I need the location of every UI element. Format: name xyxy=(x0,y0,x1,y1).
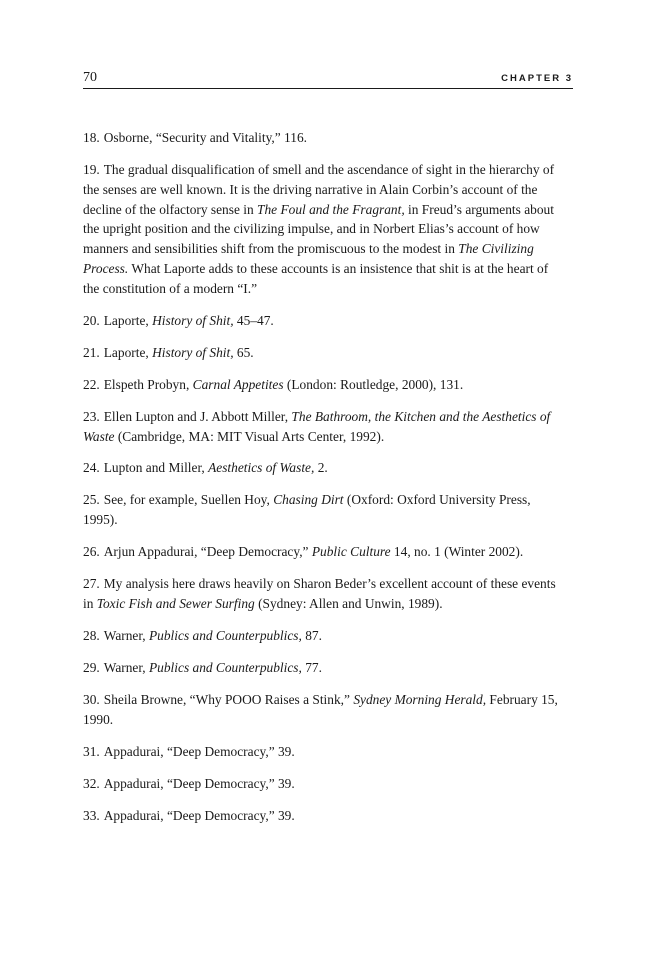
endnote-text: What Laporte adds to these accounts is an insistence that shit is at the heart of the constitution of a modern “I.” xyxy=(83,260,549,296)
endnote-text: (Cambridge, MA: MIT Visual Arts Center, 1992). xyxy=(114,428,385,444)
endnote-number: 30. xyxy=(83,691,100,707)
endnote xyxy=(83,626,563,646)
endnote-number: 21. xyxy=(83,344,100,360)
endnote xyxy=(83,490,563,530)
endnote xyxy=(83,458,563,478)
endnote xyxy=(83,806,563,826)
endnote-text: Warner, xyxy=(103,628,149,644)
endnote-number: 20. xyxy=(83,312,100,328)
endnote-title-italic: Chasing Dirt xyxy=(273,492,344,508)
endnote xyxy=(83,690,563,730)
endnote-text: Lupton and Miller, xyxy=(103,460,209,476)
endnote-text: 65. xyxy=(233,344,254,360)
running-head xyxy=(83,66,573,89)
endnote-text: (Sydney: Allen and Unwin, 1989). xyxy=(254,596,443,612)
endnotes-list xyxy=(83,128,563,838)
endnote-text: The gradual disqualification of smell and the ascendance of sight in the hierarchy of the senses are well known. It is the driving narrative in Alain Corbin’s account of the decline of the olfactory sense in xyxy=(83,161,555,217)
endnote-text: in Freud’s arguments about the upright position and the civilizing impulse, and in Norbert Elias’s account of how manners and sensibilities shift from the promiscuous to the modest in xyxy=(83,201,554,257)
endnote-number: 25. xyxy=(83,492,100,508)
endnote-text: Osborne, “Security and Vitality,” 116. xyxy=(103,130,307,145)
endnote-text: See, for example, Suellen Hoy, xyxy=(103,492,274,508)
endnote-text: (London: Routledge, 2000), 131. xyxy=(283,376,464,392)
endnote-title-italic: History of Shit, xyxy=(152,344,234,360)
endnote xyxy=(83,343,563,363)
endnote-text: Warner, xyxy=(103,660,149,675)
endnote-title-italic: The Bathroom, the Kitchen and the Aesthetics of Waste xyxy=(83,408,551,444)
endnote-number: 33. xyxy=(83,807,100,823)
endnote-number: 24. xyxy=(83,460,100,476)
endnote xyxy=(83,375,563,395)
endnote-title-italic: Carnal Appetites xyxy=(192,376,284,392)
endnote xyxy=(83,658,563,678)
endnote xyxy=(83,407,563,447)
endnote xyxy=(83,742,563,762)
endnote-number: 19. xyxy=(83,161,100,177)
endnote-text: Appadurai, “Deep Democracy,” 39. xyxy=(103,775,295,791)
endnote-text: 14, no. 1 (Winter 2002). xyxy=(390,544,524,560)
endnote-number: 27. xyxy=(83,576,100,592)
endnote-text: Ellen Lupton and J. Abbott Miller, xyxy=(103,408,292,424)
endnote-text: Appadurai, “Deep Democracy,” 39. xyxy=(103,807,295,823)
endnote-number: 29. xyxy=(83,660,100,675)
endnote-text: Sheila Browne, “Why POOO Raises a Stink,” xyxy=(103,691,354,707)
endnote xyxy=(83,128,563,148)
endnote xyxy=(83,311,563,331)
endnote-number: 23. xyxy=(83,408,100,424)
endnote-title-italic: Sydney Morning Herald, xyxy=(353,691,487,707)
endnote-text: (Oxford: Oxford University Press, 1995). xyxy=(83,492,531,528)
endnote-text: 45–47. xyxy=(233,312,274,328)
endnote-text: Laporte, xyxy=(103,312,153,328)
endnote-title-italic: History of Shit, xyxy=(152,312,234,328)
endnote-title-italic: The Civilizing Process. xyxy=(83,241,534,276)
endnote-text: Appadurai, “Deep Democracy,” 39. xyxy=(103,743,295,759)
endnote-title-italic: Public Culture xyxy=(311,544,391,560)
endnote xyxy=(83,160,563,299)
endnote-text: Elspeth Probyn, xyxy=(103,376,193,392)
endnote-text: Arjun Appadurai, “Deep Democracy,” xyxy=(103,544,312,560)
endnote-title-italic: Toxic Fish and Sewer Surfing xyxy=(96,596,255,612)
endnote-text: 77. xyxy=(301,660,322,675)
endnote-text: Laporte, xyxy=(103,344,153,360)
endnote-number: 31. xyxy=(83,743,100,759)
endnote xyxy=(83,542,563,562)
endnote xyxy=(83,574,563,614)
endnote-number: 22. xyxy=(83,376,100,392)
endnote-title-italic: The Foul and the Fragrant, xyxy=(257,201,405,217)
endnote-number: 18. xyxy=(83,130,100,145)
endnote-number: 28. xyxy=(83,628,100,644)
endnote-title-italic: Publics and Counterpublics, xyxy=(148,660,302,675)
endnote-number: 32. xyxy=(83,775,100,791)
page-number: 70 xyxy=(83,70,97,85)
endnote-text: 87. xyxy=(301,628,322,644)
endnote xyxy=(83,774,563,794)
endnote-title-italic: Publics and Counterpublics, xyxy=(148,628,302,644)
chapter-label: CHAPTER 3 xyxy=(501,73,573,84)
endnote-text: 2. xyxy=(314,460,328,476)
endnote-number: 26. xyxy=(83,544,100,560)
endnote-text: February 15, 1990. xyxy=(83,691,558,727)
endnote-title-italic: Aesthetics of Waste, xyxy=(208,460,315,476)
endnote-text: My analysis here draws heavily on Sharon Beder’s excellent account of these events in xyxy=(83,576,556,612)
